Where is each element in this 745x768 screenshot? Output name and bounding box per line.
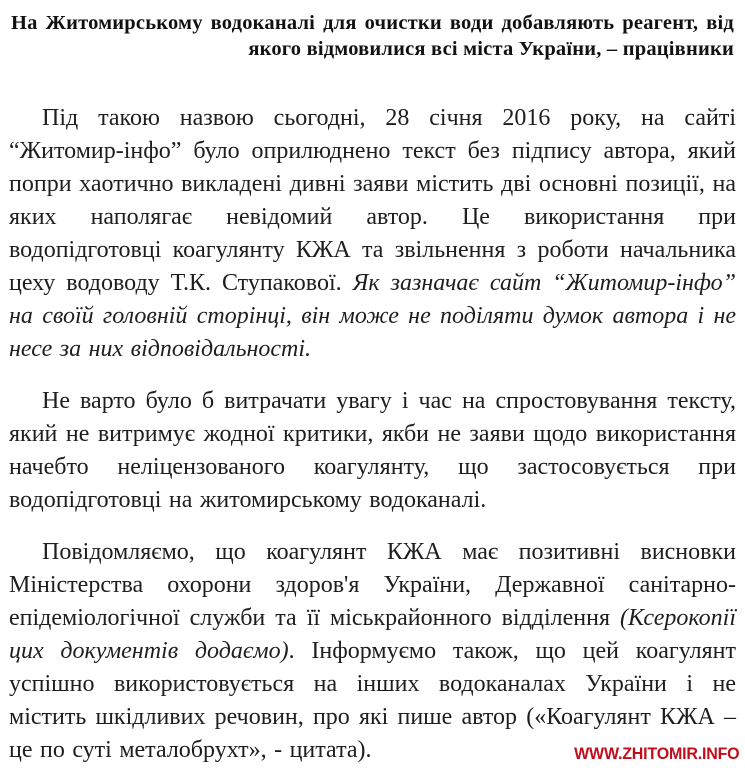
paragraph-italic-run: Як зазначає сайт “Житомир-інфо” на своїй головній сторінці, він може не поділяти думок автора і не несе за них відповідальності. xyxy=(9,270,737,362)
paragraph-text-run: Під такою назвою сьогодні, 28 січня 2016 року, на сайті “Житомир-інфо” було оприлюднено текст без підпису автора, який попри хаотично викладені дивні заяви містить дві основні позиції, на яких наполягає невідомий автор. Це використання при водопідготовці коагулянту КЖА та звільнення з роботи начальника цеху водоводу Т.К. Ступакової. xyxy=(9,105,736,296)
paragraph-italic-run: (Ксерокопії цих документів додаємо) xyxy=(9,605,736,664)
paragraph xyxy=(9,385,736,517)
paragraph xyxy=(9,102,736,366)
site-watermark: WWW.ZHITOMIR.INFO xyxy=(573,745,739,763)
paragraph-text-run: Повідомляємо, що коагулянт КЖА має позитивні висновки Міністерства охорони здоров'я України, Державної санітарно-епідеміологічної служби та її міськрайонного відділення xyxy=(9,539,736,631)
paragraph xyxy=(9,536,736,767)
article-body xyxy=(9,102,736,767)
paragraph-text-run: . Інформуємо також, що цей коагулянт успішно використовується на інших водоканалах України і не містить шкідливих речовин, про які пише автор («Коагулянт КЖА – це по суті металобрухт», - цитата). xyxy=(9,638,737,763)
paragraph-text-run: Не варто було б витрачати увагу і час на спростовування тексту, який не витримує жодної критики, якби не заяви щодо використання начебто неліцензованого коагулянту, що застосовується при водопідготовці на житомирському водоканалі. xyxy=(9,388,736,513)
article-title: На Житомирському водоканалі для очистки води добавляють реагент, від якого відмовилися всі міста України, – працівники xyxy=(11,12,734,60)
